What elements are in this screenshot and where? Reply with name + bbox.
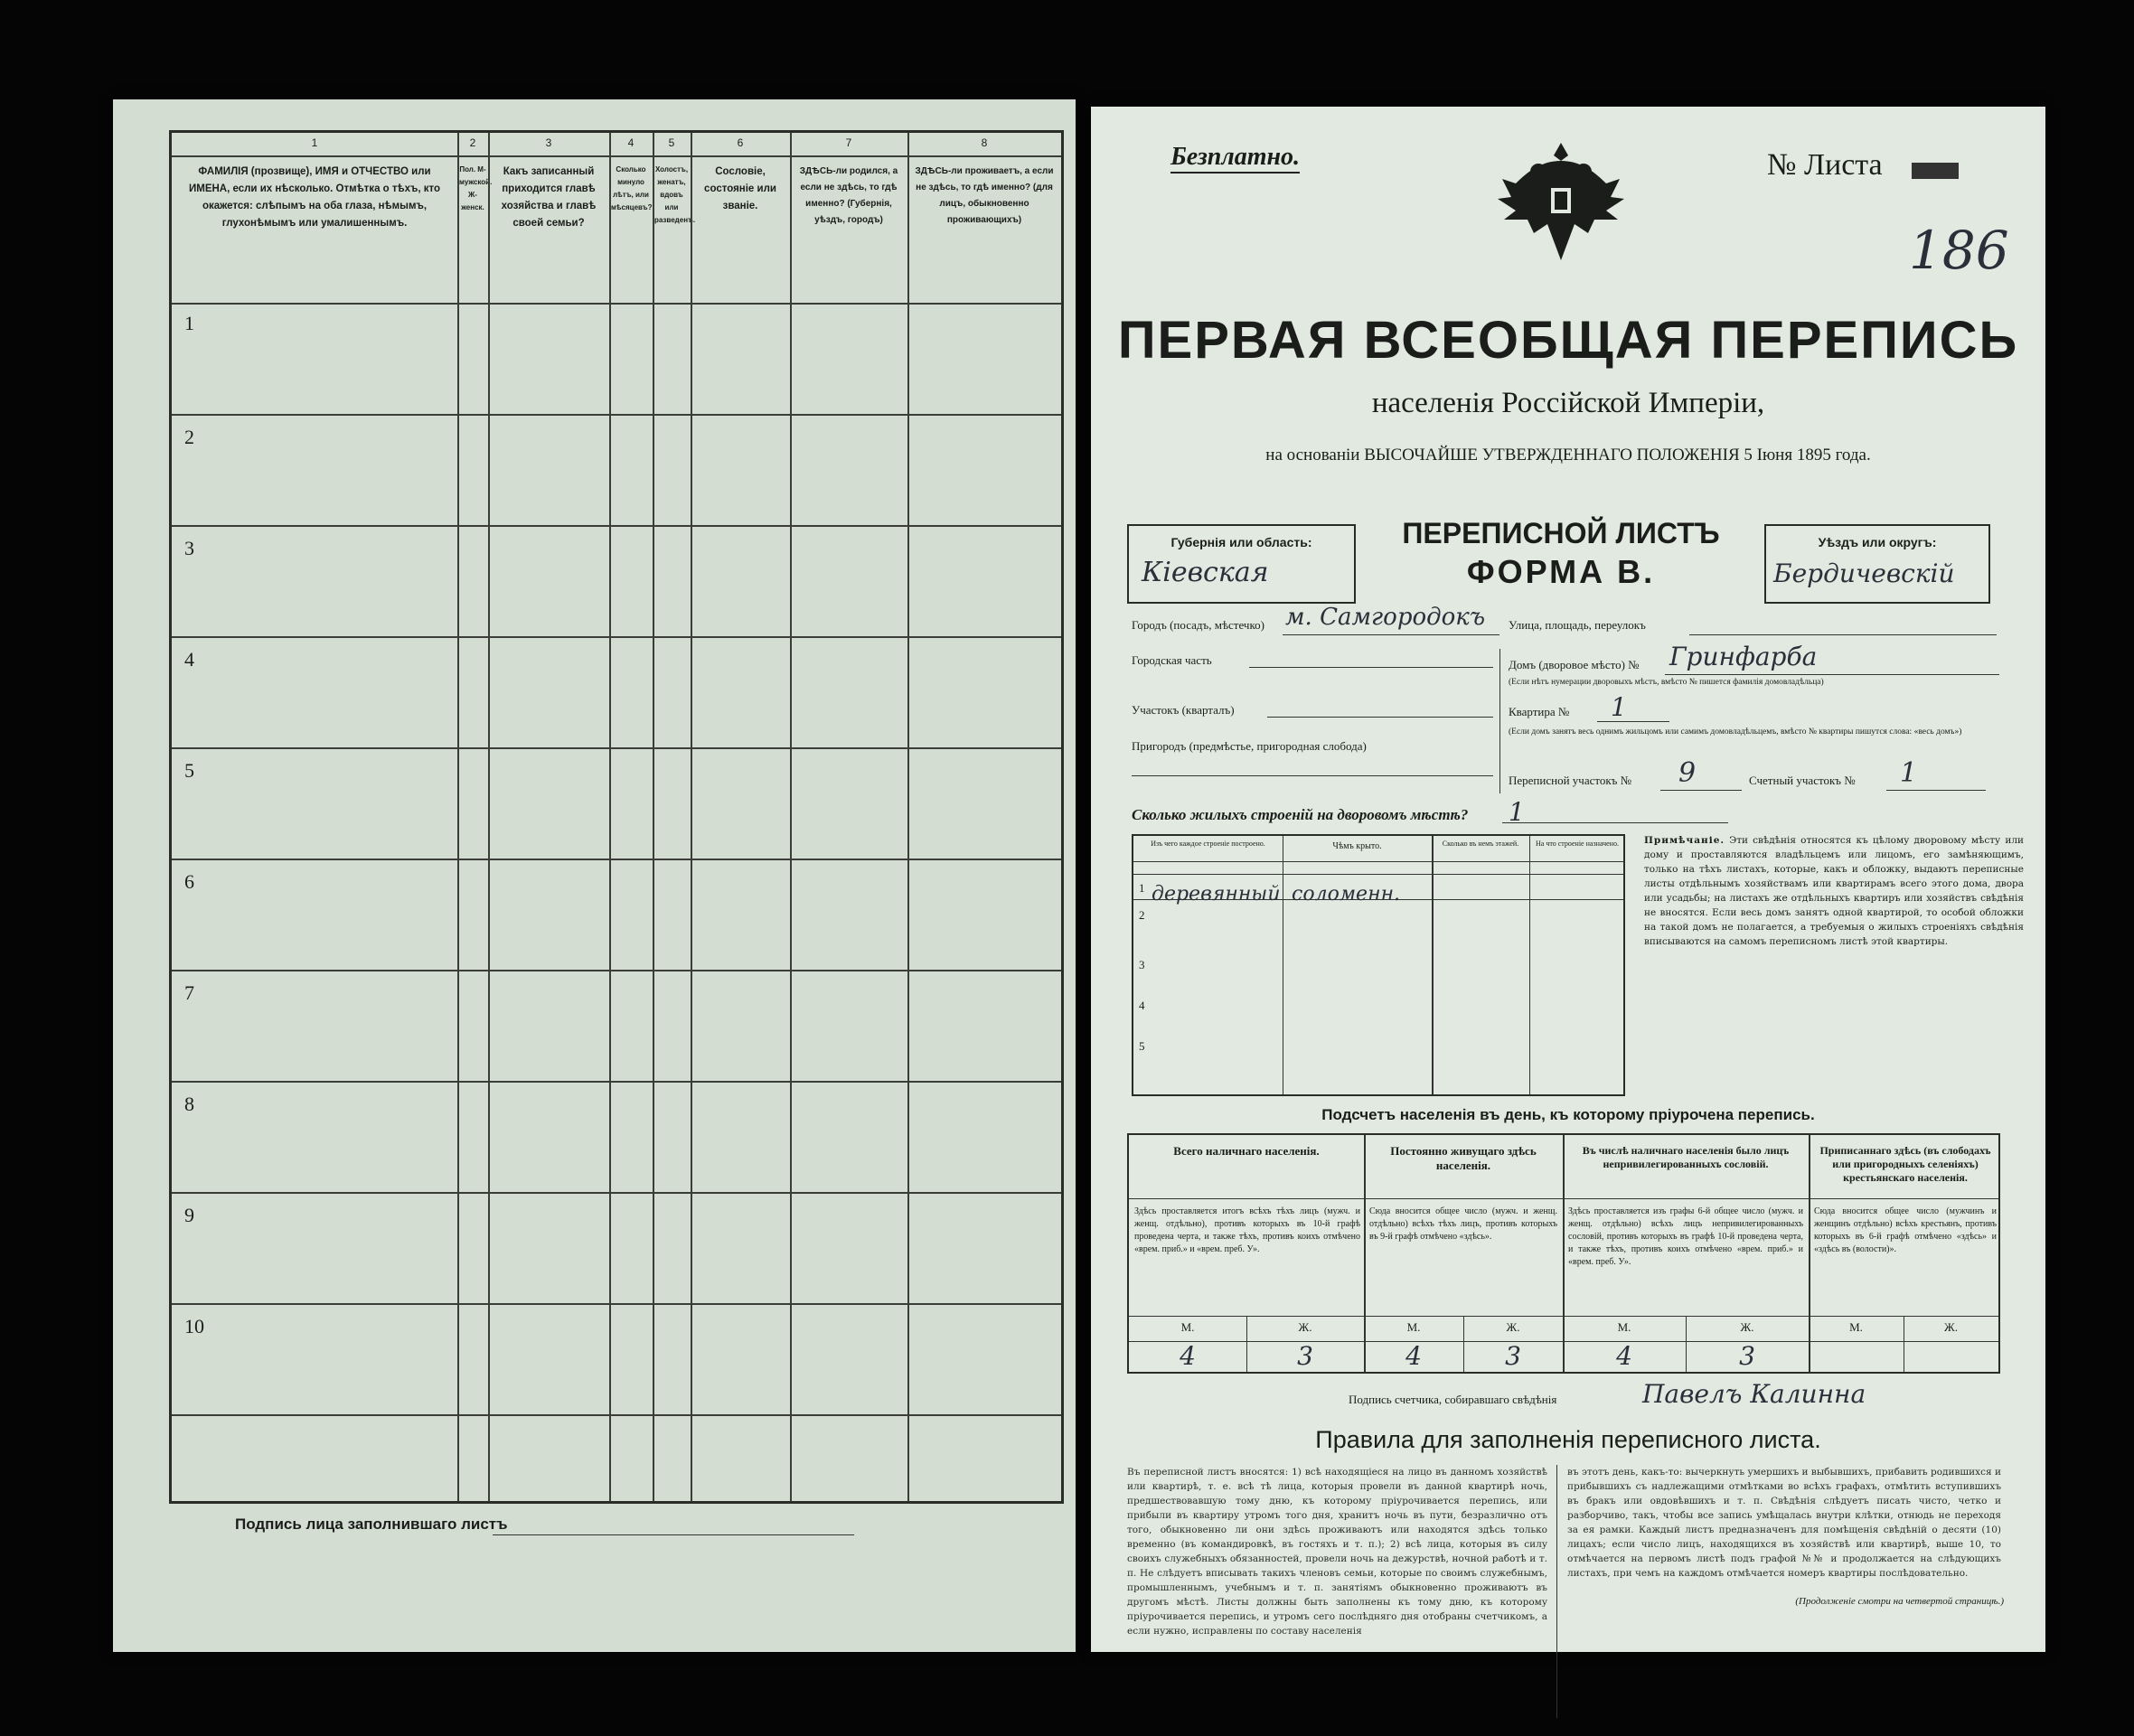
census-column-line bbox=[790, 133, 792, 1501]
census-column-line bbox=[907, 133, 909, 1501]
uezd-value: Бердичевскій bbox=[1773, 558, 1955, 588]
gorod-label: Городъ (посадъ, мѣстечко) bbox=[1132, 618, 1264, 632]
count-col-line bbox=[1809, 1135, 1810, 1372]
uezd-box bbox=[1764, 524, 1990, 604]
buildings-header-line bbox=[1133, 861, 1623, 862]
count-row-line bbox=[1129, 1316, 1998, 1317]
row-number: 6 bbox=[184, 870, 194, 893]
row-number: 10 bbox=[184, 1315, 204, 1337]
guberniya-value: Кіевская bbox=[1142, 557, 1269, 588]
row-number: 1 bbox=[184, 312, 194, 334]
signature-label: Подпись лица заполнившаго листъ bbox=[235, 1515, 508, 1533]
column-header-estate: Сословіе, состояніе или званіе. bbox=[704, 166, 776, 211]
column-header-age: Сколько минуло лѣтъ, или мѣсяцевъ? bbox=[611, 165, 653, 211]
count-row-line bbox=[1129, 1198, 1998, 1199]
count-col-line bbox=[1563, 1135, 1565, 1372]
count-value: 4 bbox=[1616, 1341, 1632, 1371]
buildings-row-number: 4 bbox=[1139, 999, 1145, 1012]
row-number: 7 bbox=[184, 981, 194, 1004]
ulitsa-line bbox=[1689, 634, 1997, 635]
count-value: 3 bbox=[1505, 1341, 1521, 1371]
count-col-line bbox=[1364, 1135, 1366, 1372]
dom-label: Домъ (дворовое мѣсто) № bbox=[1509, 658, 1640, 671]
census-row-line bbox=[172, 1081, 1061, 1083]
count-sex-label: М. bbox=[1849, 1320, 1863, 1334]
count-sex-label: М. bbox=[1406, 1320, 1421, 1334]
signature-line bbox=[493, 1534, 854, 1535]
buildings-table bbox=[1132, 834, 1625, 1096]
schetny-uchastok-value: 1 bbox=[1900, 757, 1918, 789]
column-header-sex: Пол. М-мужской. Ж-женск. bbox=[459, 165, 493, 211]
census-row-line bbox=[172, 970, 1061, 971]
count-header: Въ числѣ наличнаго населенія было лицъ непривилегированныхъ сословій. bbox=[1582, 1144, 1790, 1170]
row-number: 9 bbox=[184, 1204, 194, 1226]
buildings-row-line bbox=[1133, 874, 1623, 875]
prigorod-label: Пригородъ (предмѣстье, пригородная слобода) bbox=[1132, 739, 1367, 753]
census-row-line bbox=[172, 747, 1061, 749]
buildings-material-value: деревянный bbox=[1152, 883, 1281, 906]
count-header: Приписаннаго здѣсь (въ слободахъ или пригородныхъ селеніяхъ) крестьянскаго населенія. bbox=[1819, 1144, 1991, 1184]
column-number: 3 bbox=[545, 136, 552, 149]
census-column-line bbox=[488, 133, 490, 1501]
census-row-line bbox=[172, 414, 1061, 416]
buildings-row-number: 5 bbox=[1139, 1039, 1145, 1053]
buildings-header-purpose: На что строеніе назначено. bbox=[1536, 840, 1619, 848]
left-page bbox=[113, 99, 1076, 1652]
census-column-line bbox=[609, 133, 611, 1501]
column-number: 2 bbox=[469, 136, 476, 149]
row-number: 8 bbox=[184, 1093, 194, 1115]
count-note: Здѣсь проставляется изъ графы 6-й общее число (мужч. и женщ. отдѣльно) всѣхъ лицъ непривилегированныхъ сословій, противъ которыхъ въ графѣ 10-й проведена черта, и также тѣхъ, противъ коихъ отмѣчено «врем. приб.» и «врем. преб. У». bbox=[1568, 1206, 1803, 1267]
count-sex-label: М. bbox=[1180, 1320, 1195, 1334]
gorod-line bbox=[1283, 634, 1499, 635]
stroeniy-value: 1 bbox=[1509, 797, 1525, 827]
sheet-number-label: № Листа bbox=[1767, 148, 1883, 182]
count-sex-label: Ж. bbox=[1740, 1320, 1754, 1334]
perepisnoy-uchastok-line bbox=[1660, 790, 1742, 791]
uchastok-label: Участокъ (кварталъ) bbox=[1132, 703, 1235, 717]
note-block bbox=[1644, 833, 2024, 949]
column-header-residence: ЗДѢСЬ-ли проживаетъ, а если не здѣсь, то гдѣ именно? (для лицъ, обыкновенно проживающихъ) bbox=[915, 166, 1054, 225]
prigorod-line bbox=[1132, 775, 1493, 776]
uezd-label: Уѣздъ или округъ: bbox=[1818, 535, 1937, 549]
census-row-line bbox=[172, 1303, 1061, 1305]
kvartira-note: (Если домъ занятъ весь однимъ жильцомъ или самимъ домовладѣльцемъ, вмѣсто № квартиры пишутся слова: «весь домъ») bbox=[1509, 727, 1962, 737]
rules-right-column: въ этотъ день, какъ-то: вычеркнуть умершихъ и выбывшихъ, прибавить родившихся и прибывшихъ съ надлежащими отмѣтками во всѣхъ графахъ, отмѣтить вступившихъ въ бракъ или овдовѣвшихъ и т. п. Свѣдѣнія слѣдуетъ писать чисто, четко и разборчиво, такъ, чтобы все запись умѣщалась внутри клѣтки, отнюдь не переходя за ея рамки. Каждый листъ предназначенъ для помѣщенія свѣдѣній о десяти (10) лицахъ; если число лицъ, находящихся въ хозяйствѣ или квартирѣ, выше 10, то отмѣчается на первомъ листѣ подъ графой №№ и продолжается на слѣдующихъ листахъ, при чемъ на каждомъ отмѣчается номеръ квартиры послѣдовательно. bbox=[1567, 1467, 2001, 1579]
buildings-roof-value: соломенн. bbox=[1292, 883, 1401, 906]
stroeniy-line bbox=[1502, 822, 1728, 823]
row-number: 3 bbox=[184, 537, 194, 559]
rules-title: Правила для заполненія переписного листа. bbox=[1315, 1426, 1821, 1453]
count-value: 3 bbox=[1739, 1341, 1755, 1371]
kvartira-label: Квартира № bbox=[1509, 705, 1570, 718]
rules-divider bbox=[1556, 1465, 1557, 1718]
census-column-line bbox=[653, 133, 654, 1501]
gorodskaya-chast-line bbox=[1249, 667, 1493, 668]
dom-line bbox=[1665, 674, 1999, 675]
kvartira-value: 1 bbox=[1611, 692, 1627, 722]
perepisnoy-uchastok-value: 9 bbox=[1678, 757, 1697, 789]
buildings-header-floors: Сколько въ немъ этажей. bbox=[1442, 840, 1519, 848]
column-number: 8 bbox=[981, 136, 988, 149]
column-header-relation: Какъ записанный приходится главѣ хозяйства и главѣ своей семьи? bbox=[501, 166, 597, 229]
column-number: 4 bbox=[627, 136, 635, 149]
census-row-line bbox=[172, 859, 1061, 860]
count-header: Постоянно живущаго здѣсь населенія. bbox=[1390, 1144, 1537, 1172]
sheet-number-strike bbox=[1912, 163, 1959, 179]
census-row-line bbox=[172, 155, 1061, 157]
note-label: Примѣчаніе. bbox=[1644, 835, 1725, 846]
census-column-line bbox=[457, 133, 459, 1501]
count-note: Здѣсь проставляется итогъ всѣхъ тѣхъ лицъ (мужч. и женщ. отдѣльно), противъ которыхъ въ 10-й графѣ проведена черта, и также тѣхъ, противъ коихъ отмѣчено «врем. приб.» и «врем. преб. У». bbox=[1134, 1206, 1360, 1254]
sheet-number-value: 186 bbox=[1909, 220, 2009, 281]
count-header: Всего наличнаго населенія. bbox=[1173, 1144, 1320, 1158]
census-row-line bbox=[172, 303, 1061, 305]
perepisnoy-uchastok-label: Переписной участокъ № bbox=[1509, 774, 1632, 787]
count-sex-label: Ж. bbox=[1298, 1320, 1312, 1334]
rules-left-column: Въ переписной листъ вносятся: 1) всѣ находящіеся на лицо въ данномъ хозяйствѣ или квартирѣ, т. е. всѣ тѣ лица, которыя провели въ данной квартирѣ ночь, предшествовавшую тому дню, къ которому пріурочивается перепись, или прибыли въ квартиру утромъ того дня, хранитъ ночь въ пути, безразлично отъ того, обыкновенно ли они здѣсь проживаютъ или находятся здѣсь только временно (въ командировкѣ, въ гостяхъ и т. п.); 2) всѣ лица, которыя въ силу своихъ служебныхъ обязанностей, провели ночь на дежурствѣ, ночной работѣ и т. п. Не слѣдуетъ вписывать такихъ членовъ семьи, которые по своимъ служебнымъ, промышленнымъ, учебнымъ и т. п. занятіямъ обыкновенно проживаютъ въ другомъ мѣстѣ. Листы должны быть заполнены къ тому дню, къ которому пріурочивается перепись, и утромъ сего послѣдняго дня отобраны счетчикомъ, а если нужно, исправлены по составу населенія bbox=[1127, 1467, 1547, 1637]
census-subtitle: населенія Россійской Имперіи, bbox=[1371, 387, 1765, 419]
kvartira-line bbox=[1597, 721, 1669, 722]
census-basis: на основаніи ВЫСОЧАЙШЕ УТВЕРЖДЕННАГО ПОЛОЖЕНІЯ 5 Іюня 1895 года. bbox=[1265, 446, 1871, 464]
count-sex-label: Ж. bbox=[1506, 1320, 1520, 1334]
count-sex-label: Ж. bbox=[1944, 1320, 1958, 1334]
counter-signature-label: Подпись счетчика, собиравшаго свѣдѣнія bbox=[1349, 1393, 1557, 1406]
count-value: 4 bbox=[1180, 1341, 1196, 1371]
double-headed-eagle-emblem bbox=[1493, 134, 1629, 269]
count-title: Подсчетъ населенія въ день, къ которому пріурочена перепись. bbox=[1321, 1106, 1815, 1123]
gorodskaya-chast-label: Городская часть bbox=[1132, 653, 1212, 667]
free-label: Безплатно. bbox=[1170, 143, 1300, 174]
rules-footer: (Продолженіе смотри на четвертой страницѣ.) bbox=[1795, 1596, 2004, 1607]
count-value: 3 bbox=[1297, 1341, 1313, 1371]
gorod-value: м. Самгородокъ bbox=[1285, 604, 1486, 631]
note-text: Эти свѣдѣнія относятся къ цѣлому дворовому мѣсту или дому и проставляются владѣльцемъ или лицомъ, его замѣняющимъ, только на тѣхъ листахъ, которые, какъ и обложку, выдаютъ переписные листы отдѣльнымъ хозяйствамъ или квартирамъ всего этого дома, двора или усадьбы; на листахъ же отдѣльныхъ квартиръ или хозяйствъ свѣдѣнія не вносятся. Если весь домъ занятъ одной квартирой, то особой обложки на такой домъ не полагается, а требуемыя о жилыхъ строеніяхъ свѣдѣнія вписываются на самомъ переписномъ листѣ этой квартиры. bbox=[1644, 835, 2025, 947]
column-header-marital: Холостъ, женатъ, вдовъ или разведенъ. bbox=[654, 165, 696, 224]
buildings-row-number: 3 bbox=[1139, 958, 1145, 971]
row-number: 5 bbox=[184, 759, 194, 782]
census-row-line bbox=[172, 636, 1061, 638]
stroeniy-label: Сколько жилыхъ строеній на дворовомъ мѣстѣ? bbox=[1132, 806, 1469, 823]
counter-signature-value: Павелъ Калинна bbox=[1642, 1379, 1866, 1409]
census-register-table bbox=[169, 130, 1064, 1504]
column-header-name: ФАМИЛІЯ (прозвище), ИМЯ и ОТЧЕСТВО или ИМЕНА, если их нѣсколько. Отмѣтка о тѣхъ, кто окажется: слѣпымъ на оба глаза, нѣмымъ, глухонѣмымъ или умалишеннымъ. bbox=[188, 166, 441, 229]
column-header-birthplace: ЗДѢСЬ-ли родился, а если не здѣсь, то гдѣ именно? (Губернія, уѣздъ, городъ) bbox=[799, 166, 898, 225]
row-number: 4 bbox=[184, 648, 194, 671]
column-number: 5 bbox=[668, 136, 675, 149]
count-sex-label: М. bbox=[1617, 1320, 1631, 1334]
count-note: Сюда вносится общее число (мужчинъ и женщинъ отдѣльно) всѣхъ крестьянъ, противъ которыхъ въ 6-й графѣ отмѣчено «здѣсь» и «здѣсь въ (волости)». bbox=[1814, 1206, 1997, 1254]
census-row-line bbox=[172, 1414, 1061, 1416]
ulitsa-label: Улица, площадь, переулокъ bbox=[1509, 618, 1646, 632]
buildings-row-number: 1 bbox=[1139, 881, 1145, 895]
population-count-table bbox=[1127, 1133, 2000, 1374]
column-number: 6 bbox=[737, 136, 744, 149]
dom-value: Гринфарба bbox=[1669, 642, 1818, 671]
schetny-uchastok-label: Счетный участокъ № bbox=[1749, 774, 1856, 787]
schetny-uchastok-line bbox=[1886, 790, 1986, 791]
uchastok-line bbox=[1267, 717, 1493, 718]
census-row-line bbox=[172, 1192, 1061, 1194]
buildings-header-material: Изъ чего каждое строеніе построено. bbox=[1151, 840, 1265, 848]
count-value: 4 bbox=[1405, 1341, 1422, 1371]
column-number: 1 bbox=[311, 136, 318, 149]
census-title: ПЕРВАЯ ВСЕОБЩАЯ ПЕРЕПИСЬ bbox=[1117, 311, 2019, 370]
address-divider bbox=[1499, 649, 1500, 793]
buildings-row-number: 2 bbox=[1139, 908, 1145, 922]
census-row-line bbox=[172, 525, 1061, 527]
right-page bbox=[1091, 107, 2045, 1652]
buildings-header-roof: Чѣмъ крыто. bbox=[1332, 841, 1382, 851]
census-column-line bbox=[691, 133, 692, 1501]
column-number: 7 bbox=[845, 136, 852, 149]
form-letter: ФОРМА В. bbox=[1466, 553, 1656, 590]
guberniya-label: Губернія или область: bbox=[1170, 535, 1312, 549]
dom-note: (Если нѣтъ нумерации дворовыхъ мѣстъ, вмѣсто № пишется фамилія домовладѣльца) bbox=[1509, 678, 1824, 687]
guberniya-box bbox=[1127, 524, 1356, 604]
count-note: Сюда вносится общее число (мужч. и женщ. отдѣльно) всѣхъ тѣхъ лицъ, противъ которыхъ въ 9-й графѣ отмѣчено «здѣсь». bbox=[1369, 1206, 1557, 1242]
row-number: 2 bbox=[184, 426, 194, 448]
form-title: ПЕРЕПИСНОЙ ЛИСТЪ bbox=[1402, 517, 1720, 549]
